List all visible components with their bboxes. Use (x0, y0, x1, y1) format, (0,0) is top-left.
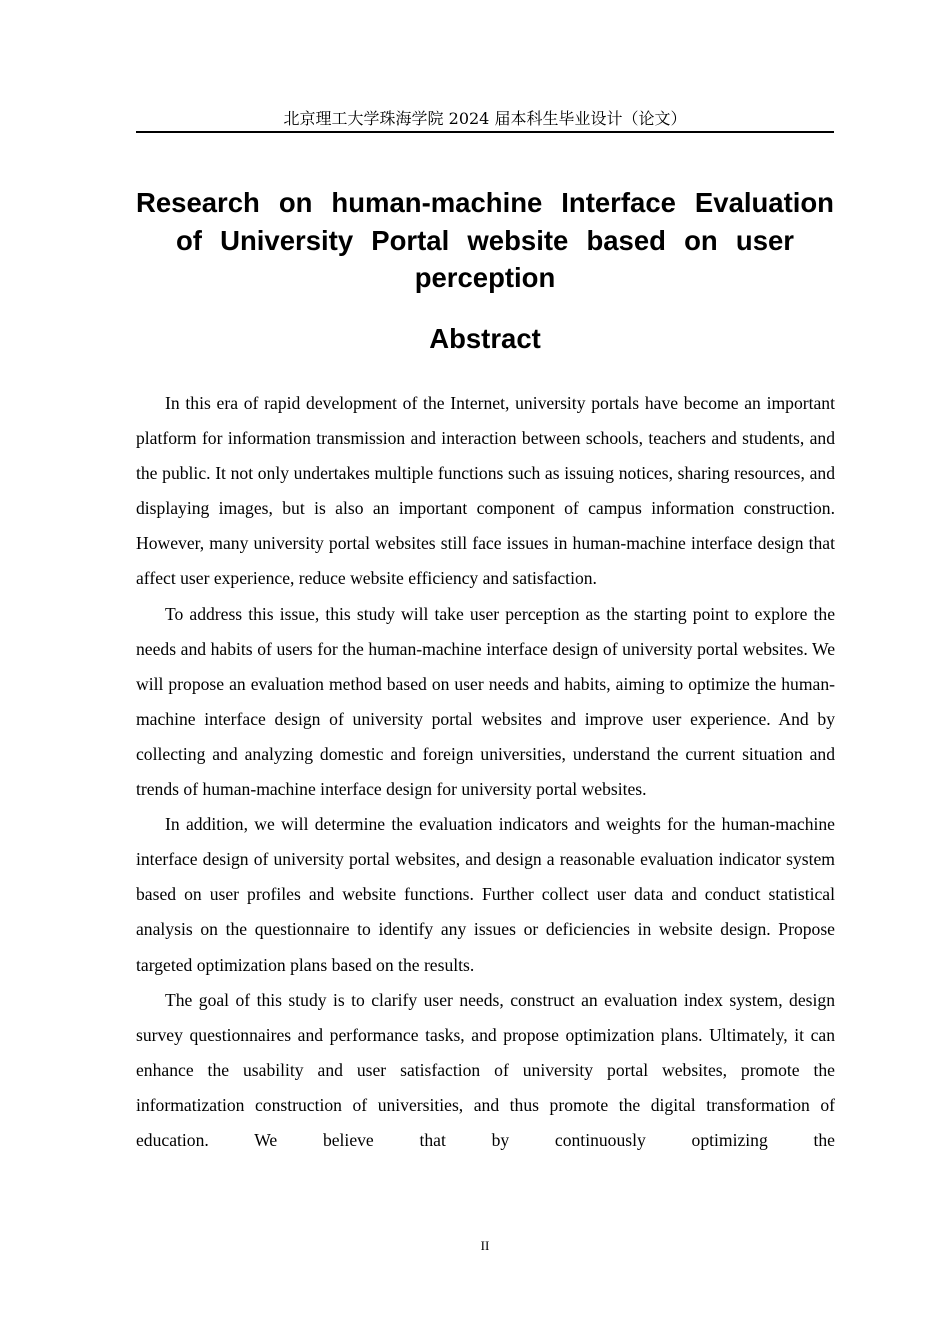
title-line-3: perception (414, 262, 556, 293)
abstract-paragraph-4: The goal of this study is to clarify user needs, construct an evaluation index system, design survey questionnaires and performance tasks, and propose optimization plans. Ultimately, it can enhance the usability and user satisfaction of university portal websites, promote the informatization construction of universities, and thus promote the digital transformation of education. We believe that by continuously optimizing the (136, 989, 835, 1150)
abstract-paragraph-2: To address this issue, this study will take user perception as the starting point to explore the needs and habits of users for the human-machine interface design of university portal websites. We will propose an evaluation method based on user needs and habits, aiming to optimize the human-machine interface design of university portal websites and improve user experience. And by collecting and analyzing domestic and foreign universities, understand the current situation and trends of human-machine interface design for university portal websites. (136, 603, 835, 800)
title-line-1: Research on human-machine Interface Evaluation (136, 187, 834, 218)
page-number: II (480, 1238, 490, 1253)
abstract-body (136, 386, 835, 1158)
running-header: 北京理工大学珠海学院 2024 届本科生毕业设计（论文） (283, 109, 687, 128)
abstract-heading: Abstract (429, 323, 541, 354)
paper-title (136, 184, 834, 297)
header-divider (136, 131, 834, 133)
abstract-paragraph-3: In addition, we will determine the evaluation indicators and weights for the human-machine interface design of university portal websites, and design a reasonable evaluation indicator system based on user profiles and website functions. Further collect user data and conduct statistical analysis on the questionnaire to identify any issues or deficiencies in website design. Propose targeted optimization plans based on the results. (136, 814, 835, 975)
title-line-2: of University Portal website based on user (176, 224, 794, 256)
abstract-paragraph-1: In this era of rapid development of the Internet, university portals have become an important platform for information transmission and interaction between schools, teachers and students, and the public. It not only undertakes multiple functions such as issuing notices, sharing resources, and displaying images, but is also an important component of campus information construction. However, many university portal websites still face issues in human-machine interface design that affect user experience, reduce website efficiency and satisfaction. (136, 393, 835, 589)
